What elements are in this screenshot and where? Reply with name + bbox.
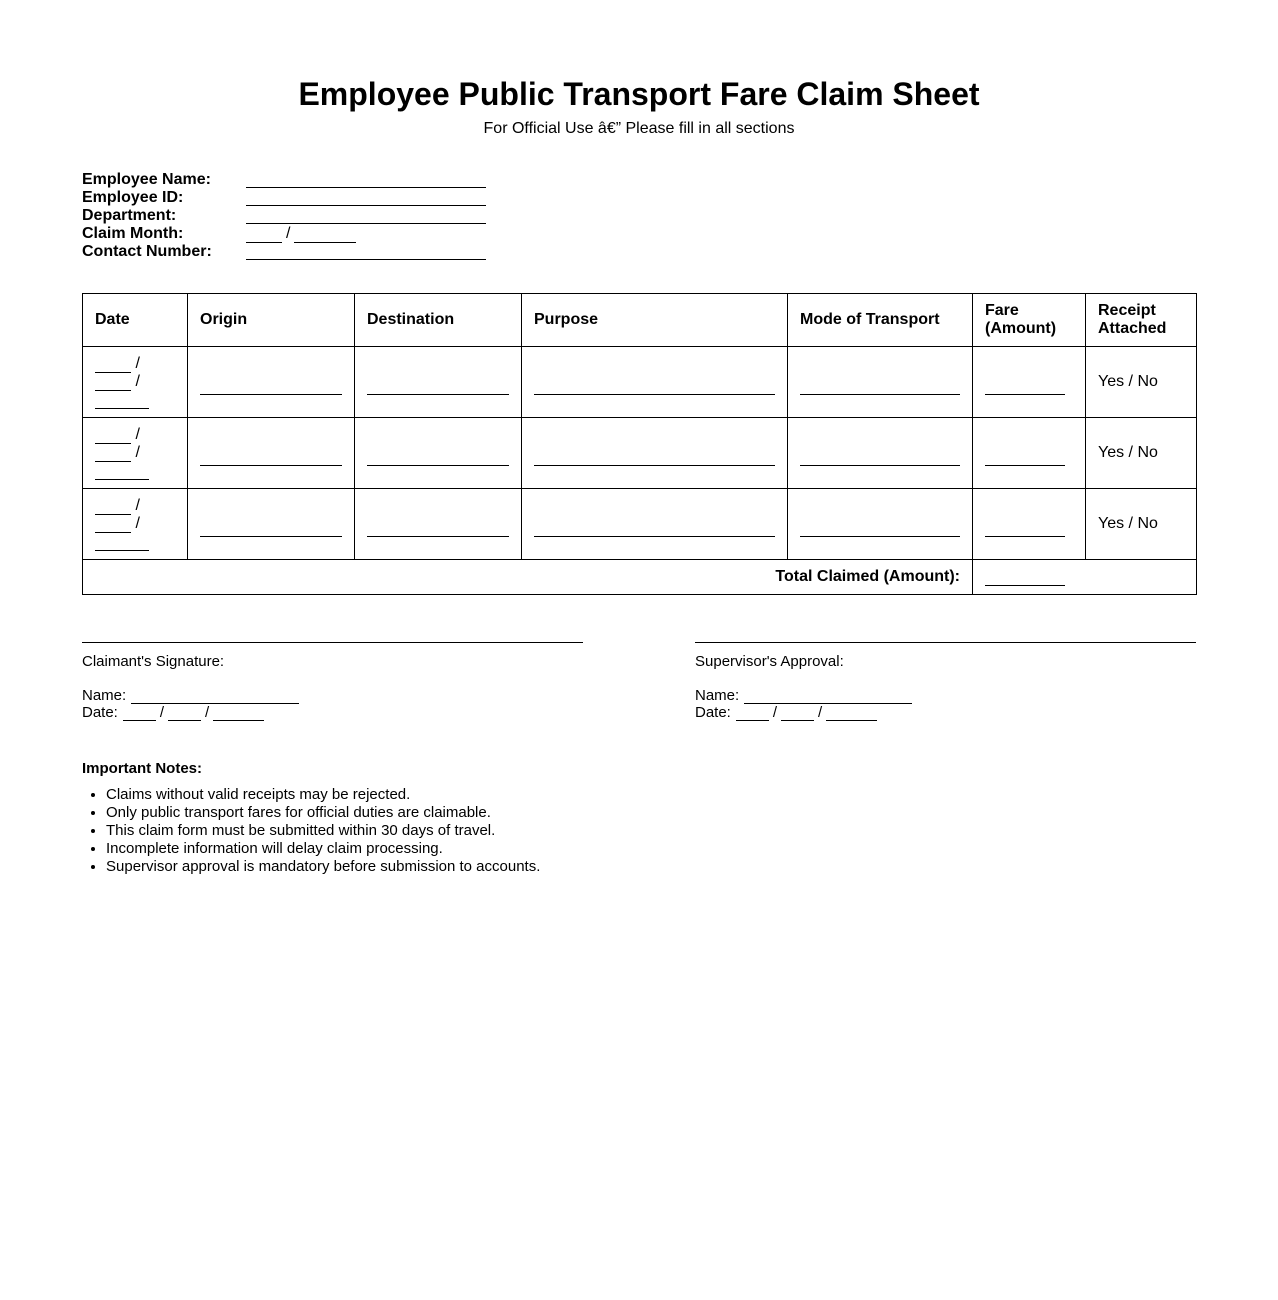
department-label: Department:	[82, 207, 177, 224]
claimant-name-label: Name:	[82, 687, 127, 704]
supervisor-date-row	[695, 704, 1196, 721]
date-field[interactable]	[83, 489, 188, 560]
date-separator: /	[135, 497, 140, 514]
supervisor-name-field[interactable]	[744, 689, 912, 704]
employee-id-label: Employee ID:	[82, 189, 184, 206]
important-notes-title: Important Notes:	[82, 760, 202, 777]
claimant-date-row	[82, 704, 583, 721]
date-field[interactable]	[83, 347, 188, 418]
employee-name-label: Employee Name:	[82, 171, 211, 188]
date-separator: /	[135, 444, 140, 461]
header-receipt-attached: Receipt Attached	[1086, 294, 1197, 347]
claimant-name-field[interactable]	[131, 689, 299, 704]
list-item: • Claims without valid receipts may be rejected.	[106, 786, 782, 804]
mode-of-transport-field[interactable]	[788, 418, 973, 489]
supervisor-date-label: Date:	[695, 704, 731, 721]
receipt-attached-option[interactable]: Yes / No	[1086, 347, 1197, 418]
date-separator: /	[135, 515, 140, 532]
claim-month-year-field[interactable]	[294, 227, 356, 243]
header-destination: Destination	[355, 294, 522, 347]
employee-name-row	[82, 171, 682, 189]
claim-month-separator: /	[286, 225, 291, 242]
supervisor-date-month-field[interactable]	[781, 706, 814, 721]
fare-field[interactable]	[973, 418, 1086, 489]
header-date: Date	[83, 294, 188, 347]
table-header-row	[83, 294, 1197, 347]
claimant-date-month-field[interactable]	[168, 706, 201, 721]
claimant-signature-block	[82, 642, 583, 721]
claim-table	[82, 293, 1197, 595]
claimant-date-label: Date:	[82, 704, 118, 721]
page-title: Employee Public Transport Fare Claim Sheet	[298, 76, 980, 112]
destination-field[interactable]	[355, 418, 522, 489]
supervisor-date-day-field[interactable]	[736, 706, 769, 721]
employee-id-row	[82, 189, 682, 207]
claim-month-field[interactable]	[246, 225, 356, 243]
total-claimed-label: Total Claimed (Amount):	[83, 560, 973, 595]
header-purpose: Purpose	[522, 294, 788, 347]
origin-field[interactable]	[188, 489, 355, 560]
claimant-date-year-field[interactable]	[213, 706, 264, 721]
supervisor-date-year-field[interactable]	[826, 706, 877, 721]
important-notes-section	[82, 760, 782, 876]
fare-field[interactable]	[973, 347, 1086, 418]
contact-number-label: Contact Number:	[82, 243, 212, 260]
purpose-field[interactable]	[522, 489, 788, 560]
supervisor-approval-block	[695, 642, 1196, 721]
total-row	[83, 560, 1197, 595]
employee-id-field[interactable]	[246, 190, 486, 206]
table-row	[83, 347, 1197, 418]
list-item: • Incomplete information will delay claim processing.	[106, 840, 782, 858]
department-row	[82, 207, 682, 225]
origin-field[interactable]	[188, 418, 355, 489]
claimant-signature-title: Claimant's Signature:	[82, 653, 225, 670]
destination-field[interactable]	[355, 489, 522, 560]
date-separator: /	[772, 704, 778, 721]
header-mode-of-transport: Mode of Transport	[788, 294, 973, 347]
date-separator: /	[135, 355, 140, 372]
date-separator: /	[205, 704, 210, 721]
supervisor-name-label: Name:	[695, 687, 740, 704]
purpose-field[interactable]	[522, 418, 788, 489]
destination-field[interactable]	[355, 347, 522, 418]
contact-number-row	[82, 243, 682, 261]
employee-name-field[interactable]	[246, 172, 486, 188]
important-notes-list	[82, 786, 782, 876]
total-claimed-field[interactable]	[973, 560, 1197, 595]
header-fare: Fare (Amount)	[973, 294, 1086, 347]
fare-field[interactable]	[973, 489, 1086, 560]
claim-month-row	[82, 225, 682, 243]
purpose-field[interactable]	[522, 347, 788, 418]
date-separator: /	[159, 704, 165, 721]
mode-of-transport-field[interactable]	[788, 347, 973, 418]
department-field[interactable]	[246, 208, 486, 224]
claimant-name-row	[82, 687, 583, 704]
list-item: • Supervisor approval is mandatory before submission to accounts.	[106, 858, 782, 876]
page-subtitle: For Official Use â€” Please fill in all sections	[483, 120, 795, 137]
supervisor-name-row	[695, 687, 1196, 704]
supervisor-approval-title: Supervisor's Approval:	[695, 653, 844, 670]
origin-field[interactable]	[188, 347, 355, 418]
list-item: • Only public transport fares for official duties are claimable.	[106, 804, 782, 822]
mode-of-transport-field[interactable]	[788, 489, 973, 560]
table-row	[83, 418, 1197, 489]
table-row	[83, 489, 1197, 560]
list-item: • This claim form must be submitted within 30 days of travel.	[106, 822, 782, 840]
date-separator: /	[135, 426, 140, 443]
claimant-date-day-field[interactable]	[123, 706, 156, 721]
claim-month-month-field[interactable]	[246, 227, 282, 243]
employee-info-section	[82, 171, 682, 261]
receipt-attached-option[interactable]: Yes / No	[1086, 489, 1197, 560]
date-separator: /	[818, 704, 823, 721]
supervisor-signature-line[interactable]	[695, 642, 1196, 643]
date-separator: /	[135, 373, 140, 390]
claimant-signature-line[interactable]	[82, 642, 583, 643]
receipt-attached-option[interactable]: Yes / No	[1086, 418, 1197, 489]
contact-number-field[interactable]	[246, 244, 486, 260]
claim-month-label: Claim Month:	[82, 225, 184, 242]
header-origin: Origin	[188, 294, 355, 347]
date-field[interactable]	[83, 418, 188, 489]
